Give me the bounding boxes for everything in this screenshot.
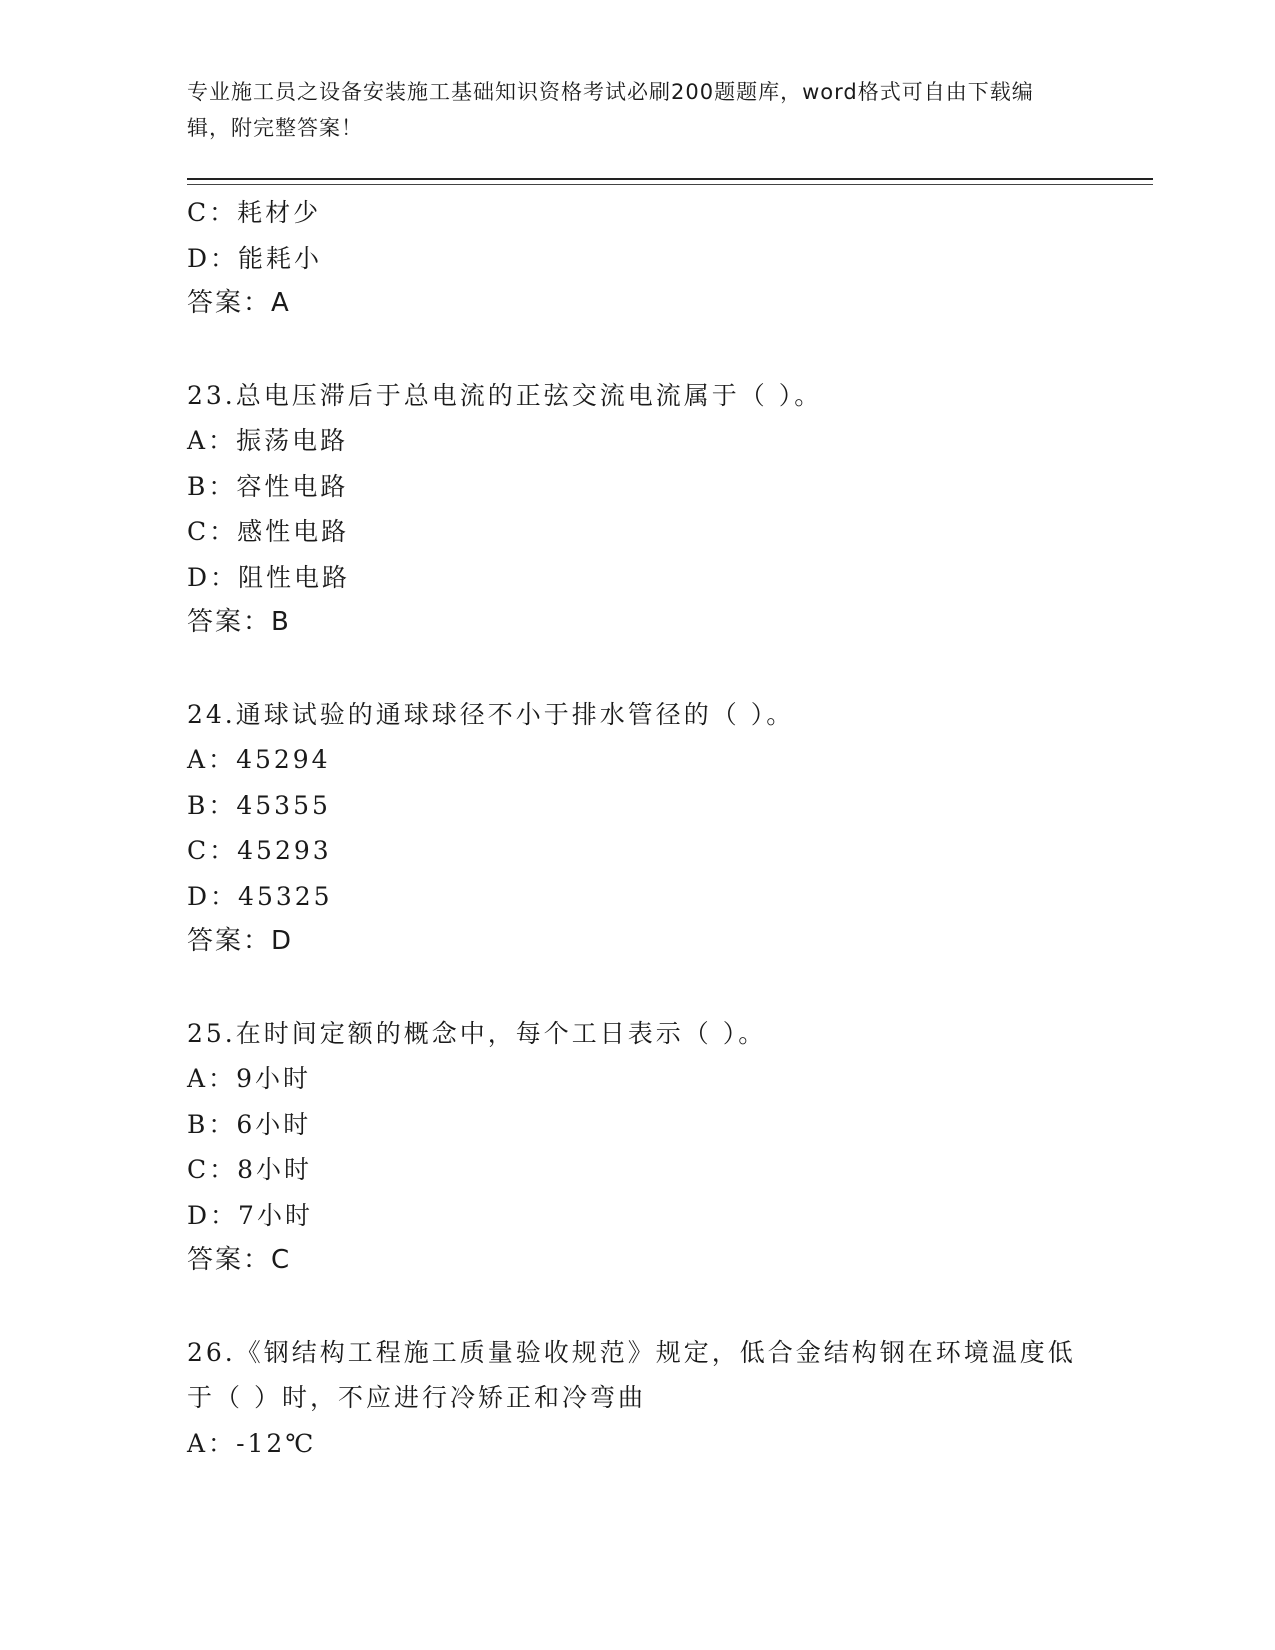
question-stem: 23.总电压滞后于总电流的正弦交流电流属于（ ）。	[187, 380, 823, 410]
option-text: 45325	[238, 881, 333, 911]
header-rule-thin	[187, 184, 1153, 185]
option-label: C：	[187, 1155, 238, 1184]
option-line	[187, 737, 1153, 783]
option-line	[187, 874, 1153, 920]
option-line	[187, 509, 1153, 555]
option-label: D：	[187, 243, 239, 273]
option-label: A：	[187, 1064, 237, 1093]
spacer	[187, 646, 1153, 692]
answer-line: 答案：D	[187, 926, 294, 956]
option-label: B：	[187, 790, 237, 820]
option-text: 耗材少	[237, 198, 322, 227]
option-line	[187, 828, 1153, 874]
option-label: A：	[187, 1428, 237, 1458]
header-rule-thick	[187, 178, 1153, 180]
option-label: C：	[187, 517, 238, 546]
option-line	[187, 418, 1153, 464]
option-line	[187, 555, 1153, 601]
document-header: 专业施工员之设备安装施工基础知识资格考试必刷200题题库，word格式可自由下载编辑，附完整答案！	[187, 80, 1034, 140]
answer-line: 答案：A	[187, 288, 291, 318]
question-list	[187, 190, 1153, 1466]
option-text: -12℃	[236, 1428, 317, 1458]
option-text: 容性电路	[236, 471, 349, 501]
option-line	[187, 1147, 1153, 1193]
option-label: D：	[187, 881, 239, 911]
option-text: 6小时	[236, 1109, 312, 1139]
question-stem: 25.在时间定额的概念中，每个工日表示（ ）。	[187, 1018, 767, 1048]
option-text: 9小时	[236, 1064, 311, 1093]
option-label: B：	[187, 1109, 237, 1139]
option-text: 振荡电路	[236, 426, 349, 455]
option-text: 阻性电路	[238, 562, 351, 592]
option-text: 7小时	[238, 1200, 313, 1230]
answer-line: 答案：C	[187, 1245, 292, 1275]
option-line	[187, 783, 1153, 829]
answer-line: 答案：B	[187, 607, 291, 637]
option-text: 8小时	[237, 1155, 313, 1184]
option-label: D：	[187, 562, 239, 592]
spacer	[187, 965, 1153, 1011]
option-label: B：	[187, 471, 237, 501]
option-text: 45294	[236, 745, 331, 774]
option-label: A：	[187, 426, 237, 455]
option-text: 45355	[236, 790, 331, 820]
option-line	[187, 190, 1153, 236]
question-stem: 24.通球试验的通球球径不小于排水管径的（ ）。	[187, 699, 795, 729]
option-text: 感性电路	[237, 517, 350, 546]
option-label: A：	[187, 745, 237, 774]
option-label: C：	[187, 198, 238, 227]
question-stem: 26.《钢结构工程施工质量验收规范》规定，低合金结构钢在环境温度低于（ ）时，不应进行冷矫正和冷弯曲	[187, 1337, 1076, 1412]
option-text: 能耗小	[238, 243, 323, 273]
option-line	[187, 464, 1153, 510]
option-label: C：	[187, 836, 238, 865]
option-line	[187, 1056, 1153, 1102]
option-line	[187, 1193, 1153, 1239]
option-line	[187, 236, 1153, 282]
option-line	[187, 1102, 1153, 1148]
option-text: 45293	[237, 836, 332, 865]
spacer	[187, 1284, 1153, 1330]
option-label: D：	[187, 1200, 239, 1230]
option-line	[187, 1421, 1153, 1467]
spacer	[187, 327, 1153, 373]
